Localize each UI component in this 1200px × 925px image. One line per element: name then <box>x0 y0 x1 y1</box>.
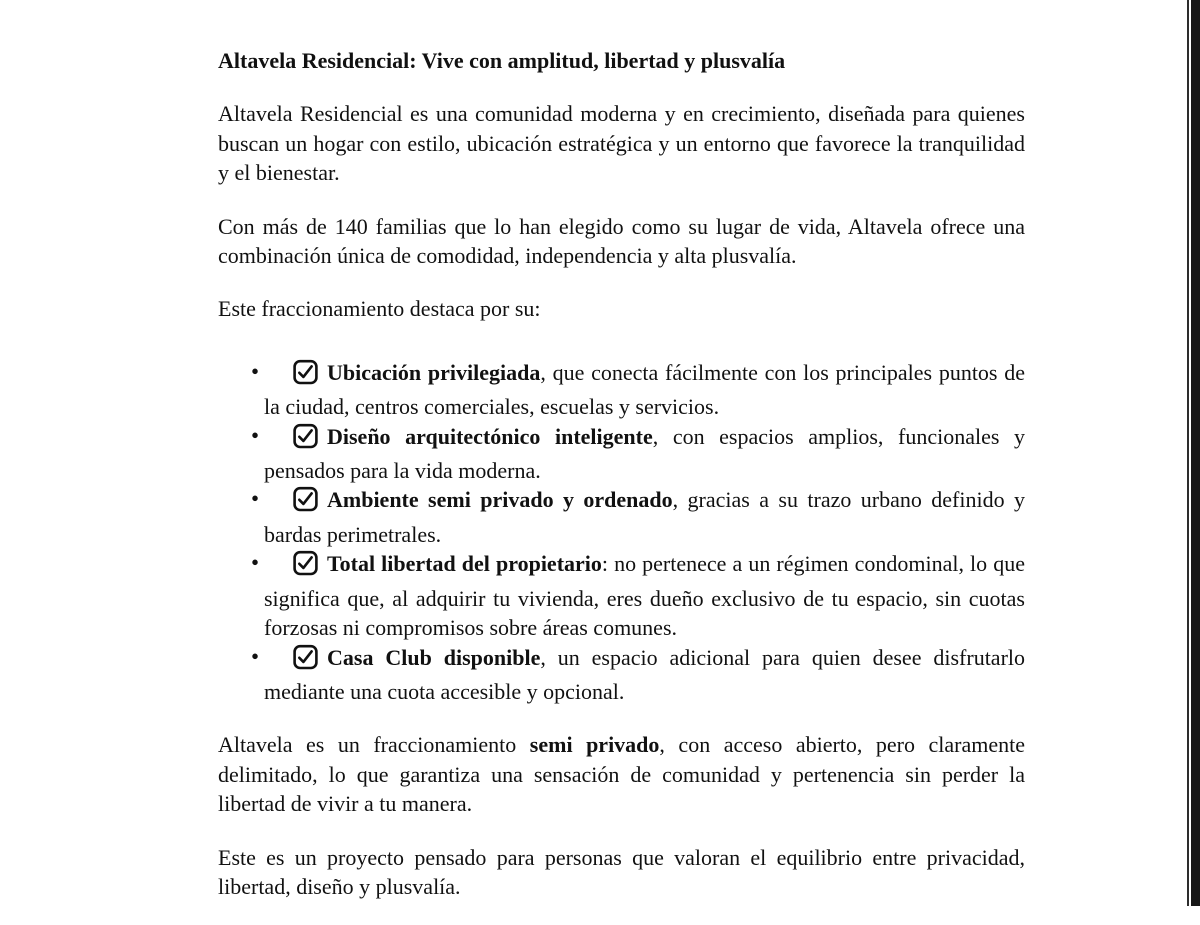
window-edge-bar <box>1191 0 1200 906</box>
list-item-text: , un espacio adicional para quien desee disfrutarlo mediante una cuota accesible y opcional. <box>264 644 1026 704</box>
checkbox-checked-icon <box>293 644 318 677</box>
list-item <box>218 422 1025 486</box>
bullet-icon: • <box>251 358 260 384</box>
checkbox-checked-icon <box>293 486 318 519</box>
paragraph-closing: Este es un proyecto pensado para personas que valoran el equilibrio entre privacidad, libertad, diseño y plusvalía. <box>218 844 1025 899</box>
paragraph-text: Altavela es un fraccionamiento <box>218 732 530 758</box>
bullet-icon: • <box>251 422 260 448</box>
feature-list <box>218 358 1025 706</box>
window-edge-line <box>1187 0 1189 906</box>
document-title: Altavela Residencial: Vive con amplitud, libertad y plusvalía <box>218 48 786 73</box>
list-item-text: : no pertenece a un régimen condominal, lo que significa que, al adquirir tu vivienda, eres dueño exclusivo de tu espacio, sin cuotas forzosas ni compromisos sobre áreas comunes. <box>264 551 1025 641</box>
paragraph-text: , con acceso abierto, pero claramente delimitado, lo que garantiza una sensación de comunidad y pertenencia sin perder la libertad de vivir a tu manera. <box>218 732 1025 817</box>
bullet-icon: • <box>251 486 260 512</box>
list-item-lead: Ambiente semi privado y ordenado <box>327 487 673 513</box>
list-item <box>218 358 1025 422</box>
list-item-lead: Casa Club disponible <box>327 644 541 670</box>
paragraph-semi-privado <box>218 730 1025 818</box>
paragraph-list-intro: Este fraccionamiento destaca por su: <box>218 296 541 322</box>
bullet-icon: • <box>251 643 260 669</box>
list-item-lead: Diseño arquitectónico inteligente <box>327 423 653 449</box>
checkbox-checked-icon <box>293 359 318 392</box>
list-item <box>218 549 1025 642</box>
paragraph-families: Con más de 140 familias que lo han elegido como su lugar de vida, Altavela ofrece una combinación única de comodidad, independencia y alta plusvalía. <box>218 213 1025 269</box>
list-item-lead: Total libertad del propietario <box>327 551 602 577</box>
list-item <box>218 643 1025 707</box>
document-body <box>218 46 1025 925</box>
bullet-icon: • <box>251 550 260 576</box>
list-item <box>218 485 1025 549</box>
checkbox-checked-icon <box>293 423 318 456</box>
checkbox-checked-icon <box>293 550 318 583</box>
list-item-text: , gracias a su trazo urbano definido y bardas perimetrales. <box>264 487 1025 547</box>
paragraph-intro: Altavela Residencial es una comunidad moderna y en crecimiento, diseñada para quienes buscan un hogar con estilo, ubicación estratégica y un entorno que favorece la tranquilidad y el bienestar. <box>218 101 1025 186</box>
list-item-lead: Ubicación privilegiada <box>327 359 541 385</box>
list-item-text: , con espacios amplios, funcionales y pensados para la vida moderna. <box>264 423 1025 484</box>
paragraph-bold-text: semi privado <box>529 732 660 758</box>
list-item-text: , que conecta fácilmente con los principales puntos de la ciudad, centros comerciales, escuelas y servicios. <box>264 359 1026 420</box>
